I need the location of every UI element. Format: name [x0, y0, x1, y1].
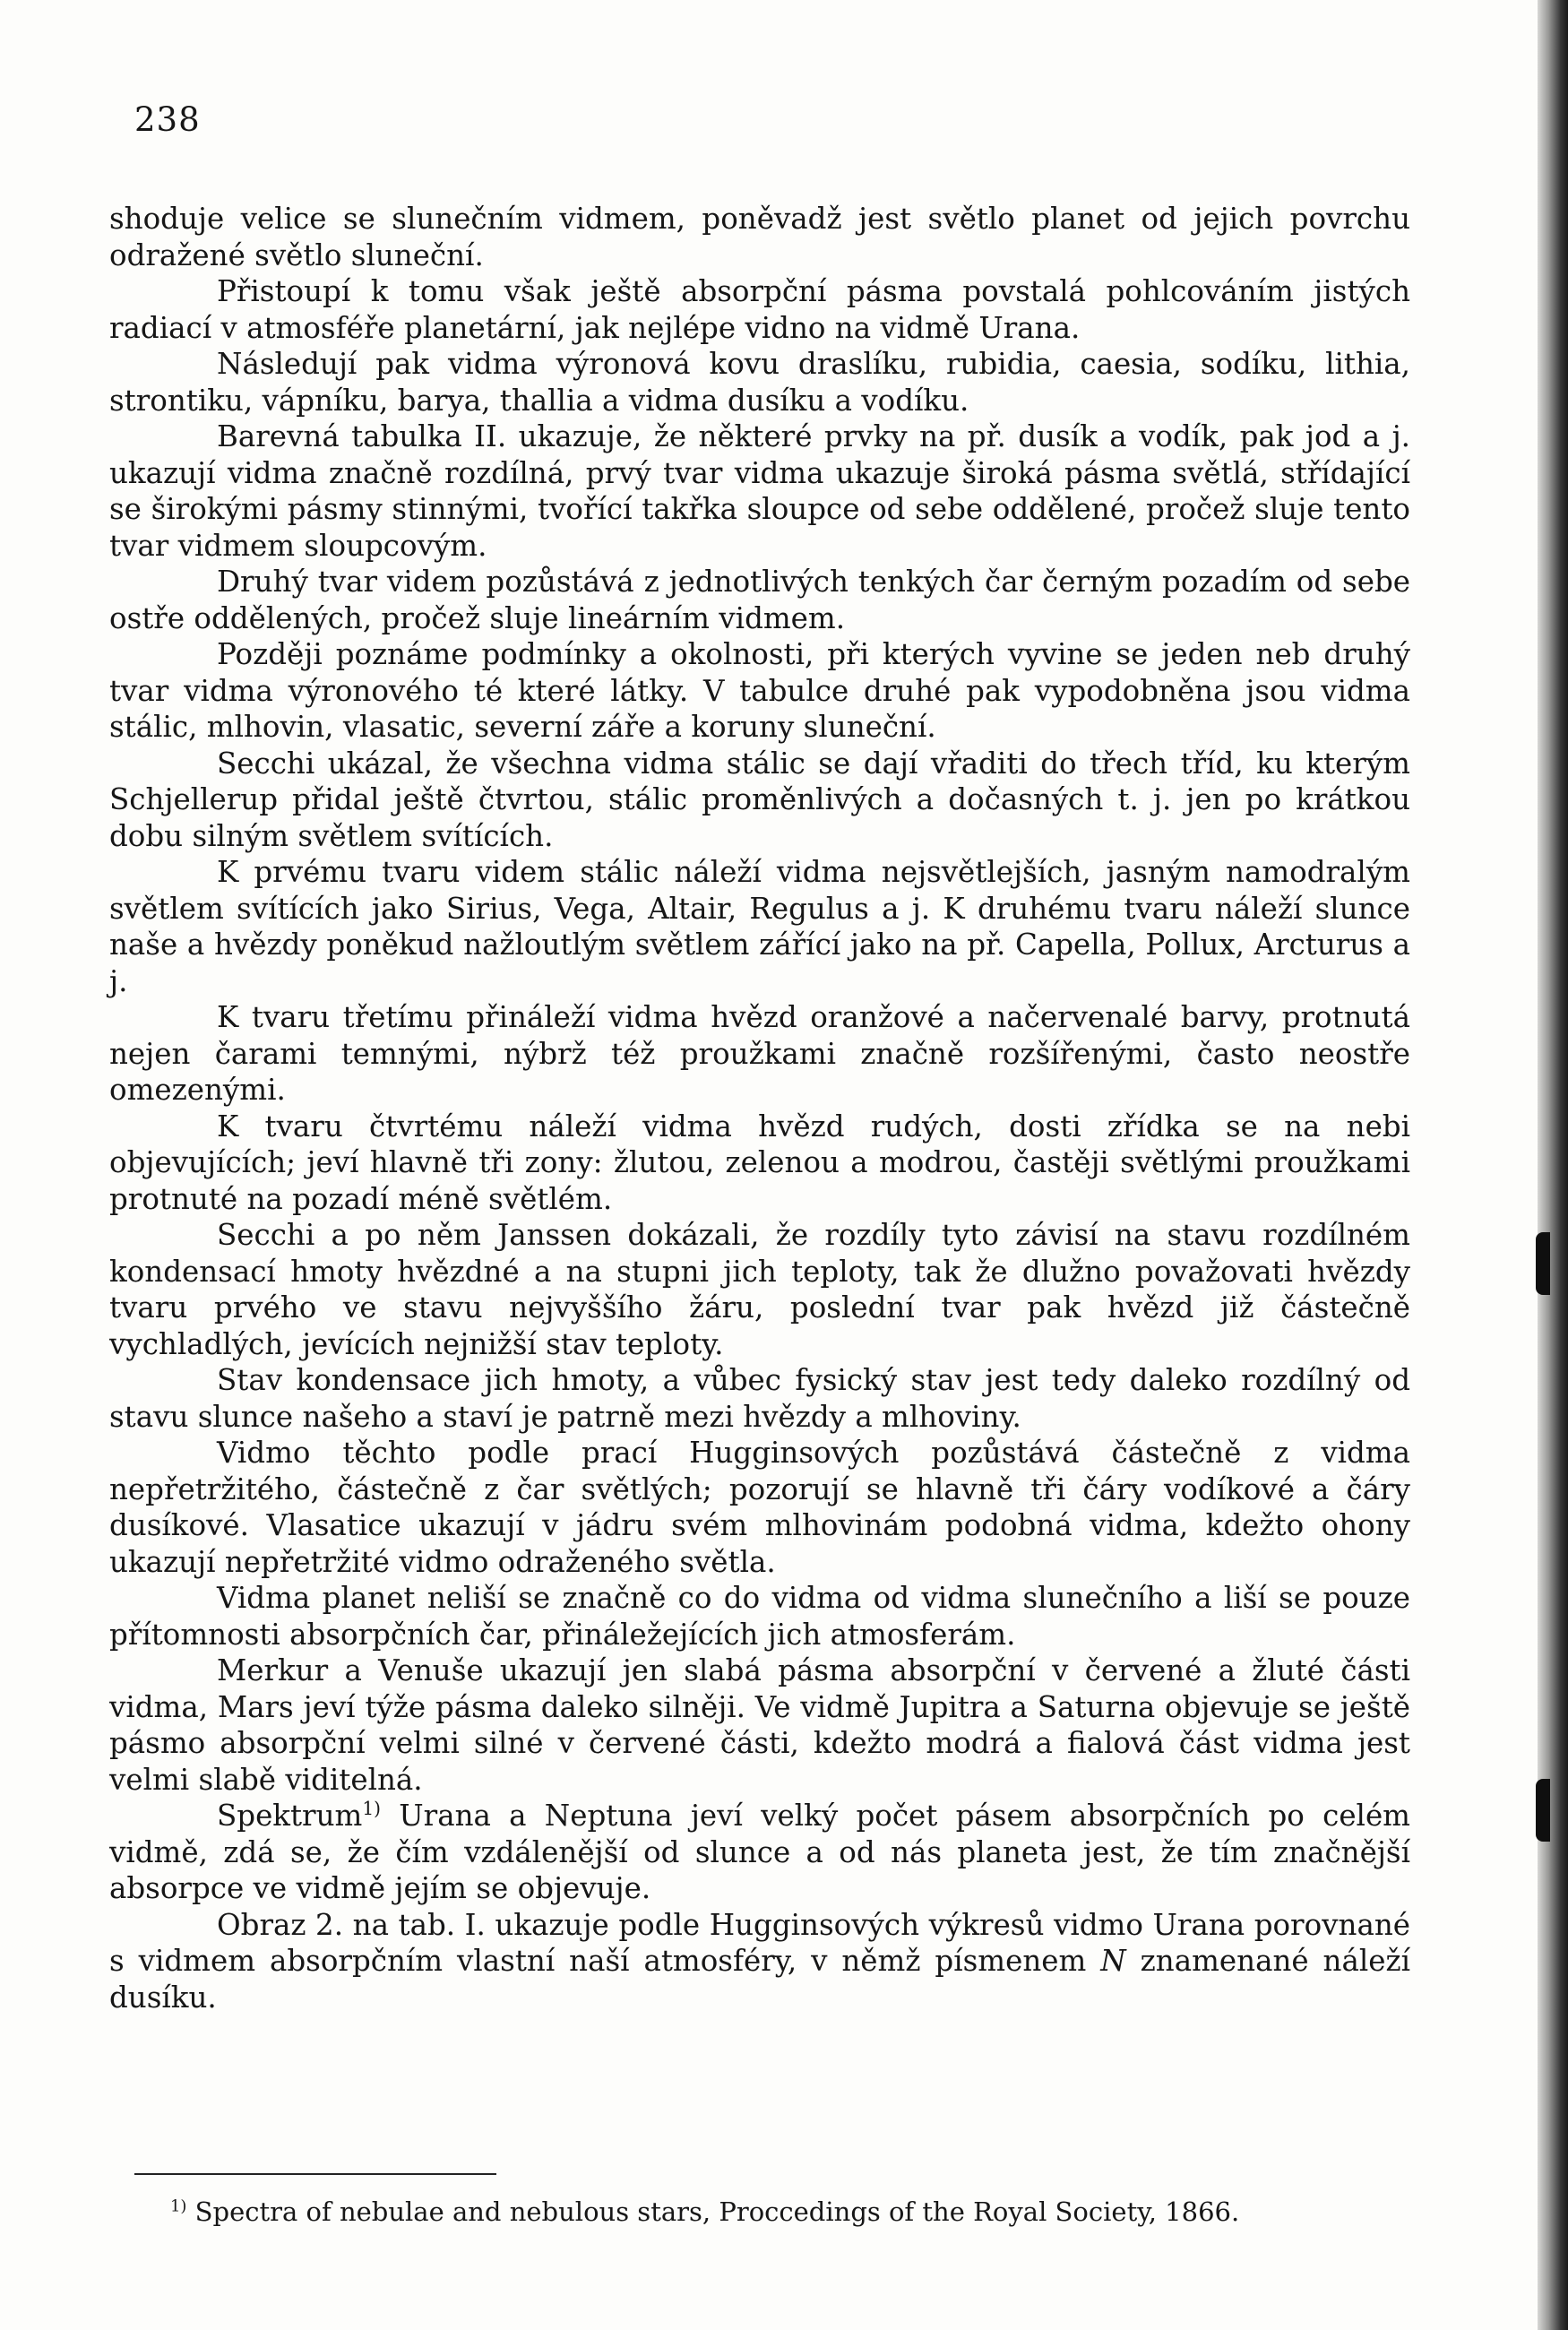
- paragraph-6: Později poznáme podmínky a okolnosti, při kterých vyvine se jeden neb druhý tvar vidma výronového té které látky. V tabulce druhé pak vypodobněna jsou vidma stálic, mlhovin, vlasatic, severní záře a koruny sluneční.: [109, 637, 1410, 744]
- paragraph-11: Secchi a po něm Janssen dokázali, že rozdíly tyto závisí na stavu rozdílném kondensací hmoty hvězdné a na stupni jich teploty, tak že dlužno považovati hvězdy tvaru prvého ve stavu nejvyššího žáru, poslední tvar pak hvězd již částečně vychladlých, jevících nejnižší stav teploty.: [109, 1218, 1410, 1361]
- paragraph-16-lead: Spektrum: [217, 1799, 363, 1833]
- footnote-divider: [134, 2173, 496, 2175]
- paragraph-16: [109, 1798, 1410, 1907]
- paragraph-2: Přistoupí k tomu však ještě absorpční pásma povstalá pohlcováním jistých radiací v atmosféře planetární, jak nejlépe vidno na vidmě Urana.: [109, 274, 1410, 345]
- paragraph-7: Secchi ukázal, že všechna vidma stálic se dají vřaditi do třech tříd, ku kterým Schjellerup přidal ještě čtvrtou, stálic proměnlivých a dočasných t. j. jen po krátkou dobu silným světlem svítících.: [109, 746, 1410, 853]
- footnote-text: Spectra of nebulae and nebulous stars, Proccedings of the Royal Society, 1866.: [186, 2196, 1240, 2227]
- paragraph-17-body: Obraz 2. na tab. I. ukazuje podle Hugginsových výkresů vidmo Urana porovnané s vidmem absorpčním vlastní naší atmosféry, v němž písmenem: [109, 1907, 1410, 1978]
- paragraph-17-end: znamenané náleží dusíku.: [109, 1944, 1410, 2015]
- paragraph-8: K prvému tvaru videm stálic náleží vidma nejsvětlejších, jasným namodralým světlem svítících jako Sirius, Vega, Altair, Regulus a j. K druhému tvaru náleží slunce naše a hvězdy poněkud nažloutlým světlem zářící jako na př. Capella, Pollux, Arcturus a j.: [109, 855, 1410, 998]
- paragraph-14: Vidma planet neliší se značně co do vidma od vidma slunečního a liší se pouze přítomnosti absorpčních čar, přináležejících jich atmosferám.: [109, 1581, 1410, 1652]
- page-number: 238: [134, 100, 201, 139]
- footnote-marker: 1): [170, 2196, 187, 2216]
- paragraph-17: [109, 1907, 1410, 2016]
- footnote-reference: 1): [362, 1798, 382, 1820]
- body-text: [109, 201, 1410, 2015]
- paragraph-12: Stav kondensace jich hmoty, a vůbec fysický stav jest tedy daleko rozdílný od stavu slunce našeho a staví je patrně mezi hvězdy a mlhoviny.: [109, 1363, 1410, 1434]
- letter-n: N: [1100, 1944, 1126, 1978]
- paragraph-5: Druhý tvar videm pozůstává z jednotlivých tenkých čar černým pozadím od sebe ostře oddělených, pročež sluje lineárním vidmem.: [109, 565, 1410, 635]
- page-edge-shadow: [1538, 0, 1568, 2330]
- paragraph-15: Merkur a Venuše ukazují jen slabá pásma absorpční v červené a žluté části vidma, Mars jeví týže pásma daleko silněji. Ve vidmě Jupitra a Saturna objevuje se ještě pásmo absorpční velmi silné v červené části, kdežto modrá a fialová část vidma jest velmi slabě viditelná.: [109, 1653, 1410, 1797]
- paragraph-4: Barevná tabulka II. ukazuje, že některé prvky na př. dusík a vodík, pak jod a j. ukazují vidma značně rozdílná, prvý tvar vidma ukazuje široká pásma světlá, střídající se širokými pásmy stinnými, tvořící takřka sloupce od sebe oddělené, pročež sluje tento tvar vidmem sloupcovým.: [109, 419, 1410, 563]
- binding-mark: [1536, 1779, 1550, 1842]
- paragraph-13: Vidmo těchto podle prací Hugginsových pozůstává částečně z vidma nepřetržitého, částečně z čar světlých; pozorují se hlavně tři čáry vodíkové a čáry dusíkové. Vlasatice ukazují v jádru svém mlhovinám podobná vidma, kdežto ohony ukazují nepřetržité vidmo odraženého světla.: [109, 1436, 1410, 1579]
- paragraph-9: K tvaru třetímu přináleží vidma hvězd oranžové a načervenalé barvy, protnutá nejen čarami temnými, nýbrž též proužkami značně rozšířenými, často neostře omezenými.: [109, 1000, 1410, 1107]
- paragraph-3: Následují pak vidma výronová kovu draslíku, rubidia, caesia, sodíku, lithia, strontiku, vápníku, barya, thallia a vidma dusíku a vodíku.: [109, 347, 1410, 418]
- binding-mark: [1536, 1232, 1550, 1295]
- paragraph-10: K tvaru čtvrtému náleží vidma hvězd rudých, dosti zřídka se na nebi objevujících; jeví hlavně tři zony: žlutou, zelenou a modrou, častěji světlými proužkami protnuté na pozadí méně světlém.: [109, 1109, 1410, 1216]
- paragraph-1: shoduje velice se slunečním vidmem, poněvadž jest světlo planet od jejich povrchu odražené světlo sluneční.: [109, 202, 1410, 272]
- paragraph-16-body: Urana a Neptuna jeví velký počet pásem absorpčních po celém vidmě, zdá se, že čím vzdálenější od slunce a od nás planeta jest, že tím značnější absorpce ve vidmě jejím se objevuje.: [109, 1799, 1410, 1905]
- footnote: [170, 2196, 1389, 2228]
